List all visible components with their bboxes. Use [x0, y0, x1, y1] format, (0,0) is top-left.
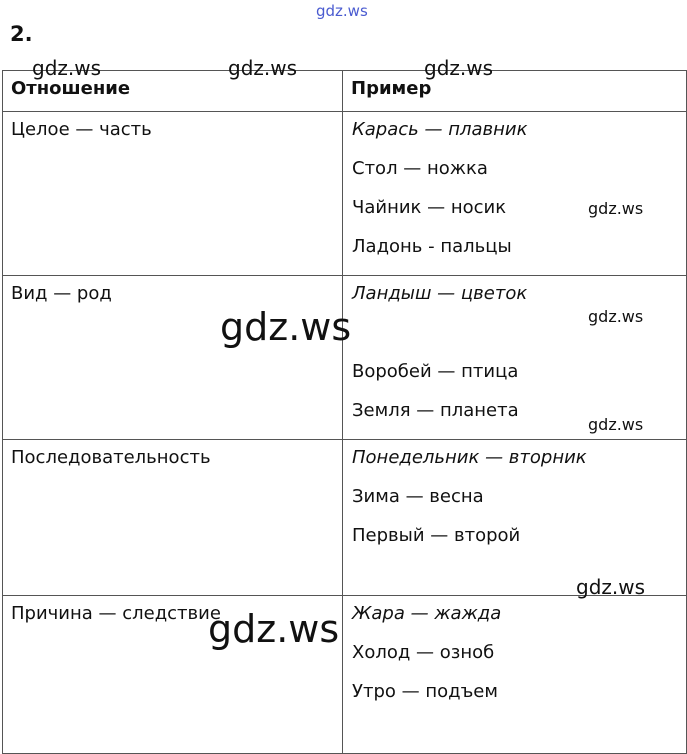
- table-row: [3, 596, 687, 754]
- example-item: Ландыш — цветок: [352, 283, 528, 304]
- top-watermark: gdz.ws: [316, 2, 368, 20]
- example-item: Ладонь - пальцы: [352, 236, 512, 257]
- header-relation: Отношение: [3, 71, 343, 112]
- example-cell: [343, 276, 687, 440]
- watermark: gdz.ws: [588, 199, 644, 218]
- header-row: [3, 71, 687, 112]
- relation-cell: Вид — род: [3, 276, 343, 440]
- example-item: Карась — плавник: [352, 119, 528, 140]
- example-item: Холод — озноб: [352, 642, 495, 663]
- table-row: [3, 440, 687, 596]
- relation-cell: Последовательность: [3, 440, 343, 596]
- relation-cell: Причина — следствие: [3, 596, 343, 754]
- header-example: Пример: [343, 71, 687, 112]
- example-item: [352, 322, 686, 361]
- table-row: [3, 276, 687, 440]
- example-cell: [343, 112, 687, 276]
- task-number: 2.: [10, 22, 33, 46]
- example-item: Чайник — носик: [352, 197, 507, 218]
- example-item: Жара — жажда: [352, 603, 502, 624]
- relation-cell: Целое — часть: [3, 112, 343, 276]
- watermark: gdz.ws: [588, 307, 644, 326]
- watermark: gdz.ws: [576, 575, 646, 599]
- watermark: gdz.ws: [228, 56, 298, 80]
- watermark: gdz.ws: [424, 56, 494, 80]
- example-item: Утро — подъем: [352, 681, 498, 702]
- example-item: Зима — весна: [352, 486, 484, 507]
- example-item: Первый — второй: [352, 525, 521, 546]
- relations-table: [2, 70, 687, 754]
- watermark: gdz.ws: [588, 415, 644, 434]
- example-cell: [343, 596, 687, 754]
- example-item: Понедельник — вторник: [352, 447, 587, 468]
- example-item: Воробей — птица: [352, 361, 519, 382]
- table-row: [3, 112, 687, 276]
- example-item: Земля — планета: [352, 400, 519, 421]
- watermark: gdz.ws: [208, 607, 340, 651]
- example-cell: [343, 440, 687, 596]
- watermark: gdz.ws: [220, 305, 352, 349]
- watermark: gdz.ws: [32, 56, 102, 80]
- example-item: Стол — ножка: [352, 158, 488, 179]
